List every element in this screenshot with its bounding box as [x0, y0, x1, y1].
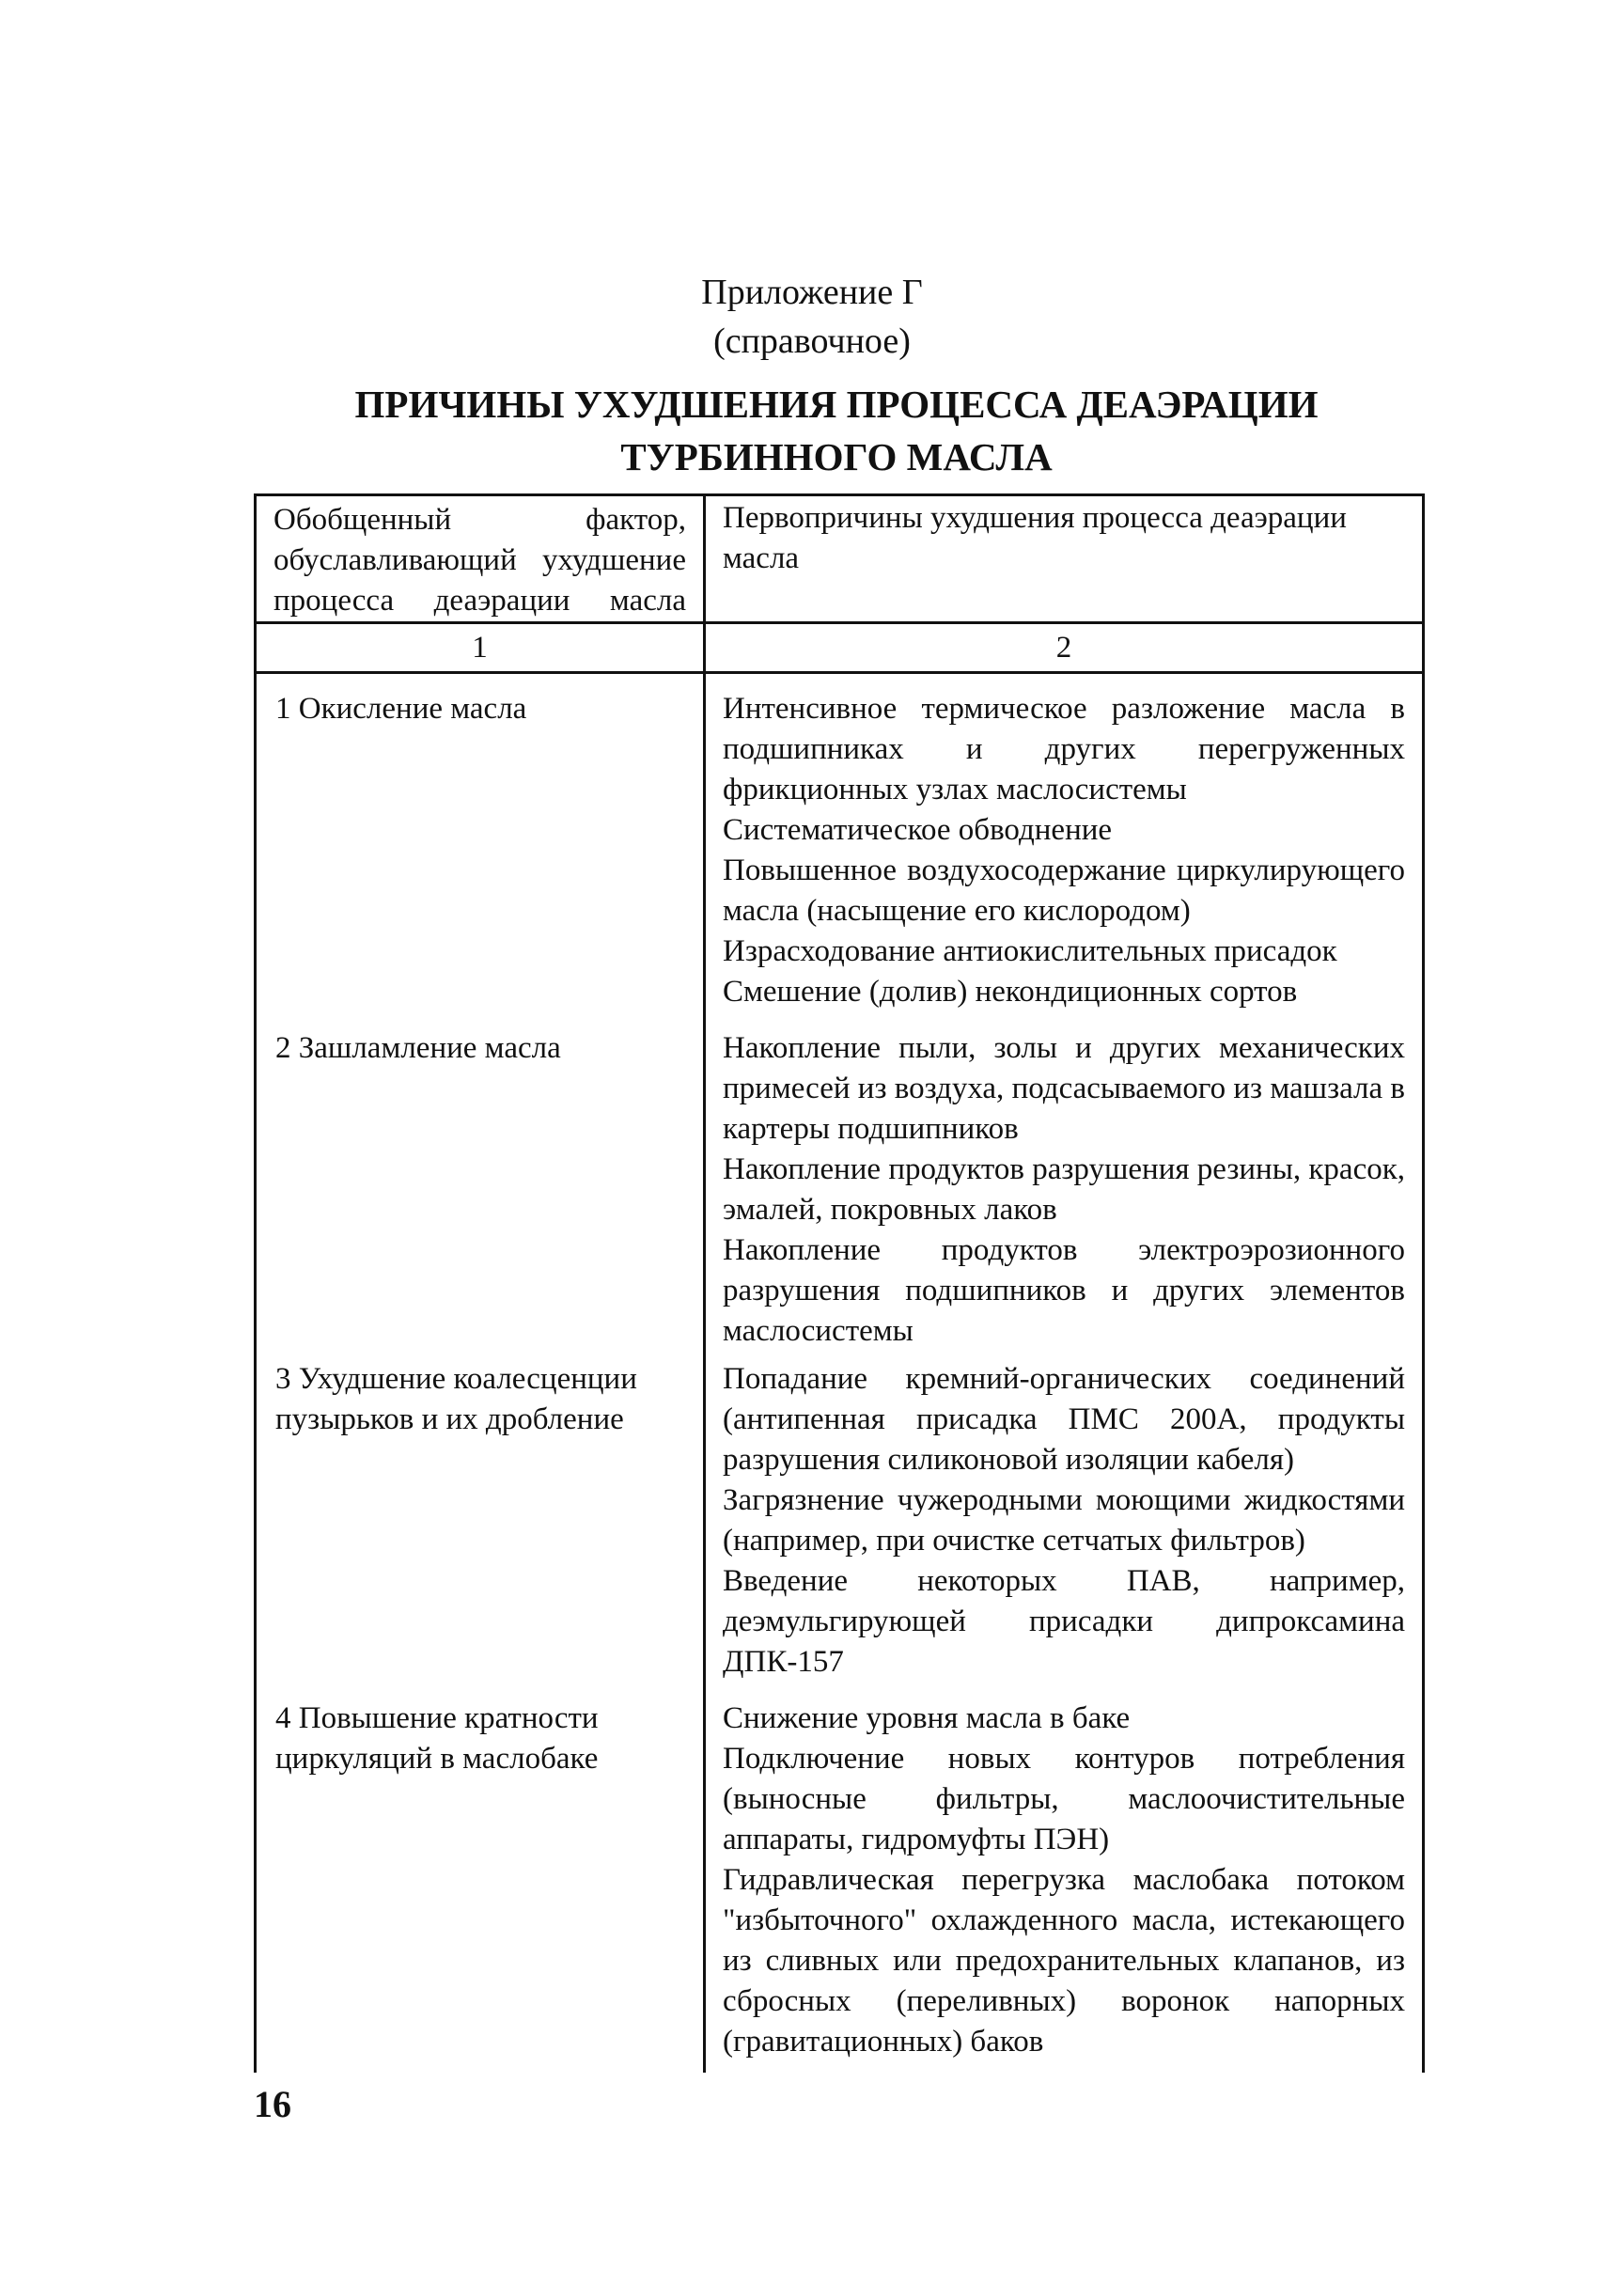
- table-row: [256, 1359, 1424, 1690]
- page-number: 16: [254, 2083, 291, 2125]
- cause-item: Гидравлическая перегрузка маслобака потоком "избыточного" охлажденного масла, истекающего из сливных или предохранительных клапанов, из сбросных (переливных) воронок напорных (гравитационных) баков: [723, 1862, 1405, 2059]
- table-row: [256, 673, 1424, 1021]
- cause-item: Накопление пыли, золы и других механических примесей из воздуха, подсасываемого из машзала в картеры подшипников: [723, 1030, 1405, 1146]
- table-row: [256, 1699, 1424, 2071]
- column-number-1: 1: [256, 623, 705, 673]
- cause-item: Введение некоторых ПАВ, например, деэмульгирующей присадки дипроксамина ДПК-157: [723, 1564, 1405, 1680]
- table-row: [256, 1028, 1424, 1359]
- cause-item: Повышенное воздухосодержание циркулирующего масла (насыщение его кислородом): [723, 853, 1405, 928]
- factor-cell: 3 Ухудшение коалесценции пузырьков и их дробление: [256, 1359, 705, 1690]
- annex-heading: [0, 268, 1624, 366]
- cause-item: Смешение (долив) некондиционных сортов: [723, 975, 1298, 1009]
- cause-item: Подключение новых контуров потребления (выносные фильтры, маслоочистительные аппараты, гидромуфты ПЭН): [723, 1741, 1405, 1856]
- factor-cell: 2 Зашламление масла: [256, 1028, 705, 1359]
- factor-cell: 1 Окисление масла: [256, 673, 705, 1021]
- column-number-2: 2: [705, 623, 1424, 673]
- table-header-row: [256, 495, 1424, 623]
- causes-cell: [705, 1359, 1424, 1690]
- factor-cell: 4 Повышение кратности циркуляций в маслобаке: [256, 1699, 705, 2071]
- causes-cell: [705, 1699, 1424, 2071]
- annex-label: Приложение Г: [701, 273, 923, 312]
- cause-item: Накопление продуктов электроэрозионного разрушения подшипников и других элементов маслосистемы: [723, 1232, 1405, 1348]
- document-title: ПРИЧИНЫ УХУДШЕНИЯ ПРОЦЕССА ДЕАЭРАЦИИ ТУРБИННОГО МАСЛА: [354, 383, 1319, 478]
- cause-item: Израсходование антиокислительных присадок: [723, 934, 1337, 968]
- cause-item: Систематическое обводнение: [723, 813, 1113, 847]
- cause-item: Интенсивное термическое разложение масла в подшипниках и других перегруженных фрикционных узлах маслосистемы: [723, 692, 1405, 806]
- column-number-row: [256, 623, 1424, 673]
- causes-cell: [705, 673, 1424, 1021]
- cause-item: Попадание кремний-органических соединений (антипенная присадка ПМС 200А, продукты разрушения силиконовой изоляции кабеля): [723, 1362, 1405, 1478]
- header-factor: Обобщенный фактор, обуславливающий ухудшение процесса деаэрации масла: [256, 495, 705, 623]
- cause-item: Снижение уровня масла в баке: [723, 1700, 1131, 1735]
- annex-type: (справочное): [713, 321, 911, 361]
- header-causes: Первопричины ухудшения процесса деаэрации масла: [705, 495, 1424, 623]
- causes-cell: [705, 1028, 1424, 1359]
- cause-item: Загрязнение чужеродными моющими жидкостями (например, при очистке сетчатых фильтров): [723, 1483, 1405, 1558]
- causes-table: [254, 493, 1425, 2073]
- cause-item: Накопление продуктов разрушения резины, красок, эмалей, покровных лаков: [723, 1151, 1405, 1227]
